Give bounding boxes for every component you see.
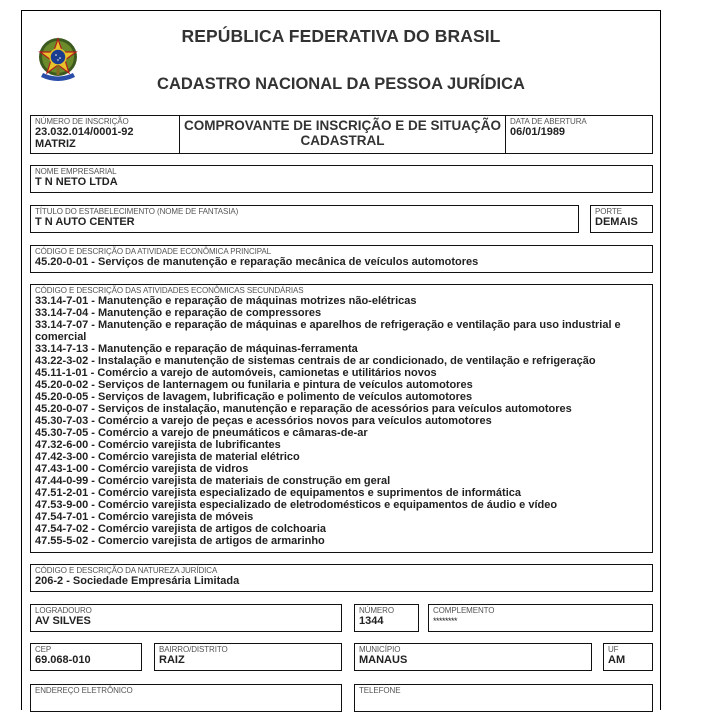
nome-empresarial-value: T N NETO LTDA: [35, 176, 118, 188]
abertura-box: [505, 115, 653, 154]
list-item: 33.14-7-01 - Manutenção e reparação de máquinas motrizes não-elétricas: [35, 295, 417, 307]
complemento-value: ********: [433, 616, 458, 626]
titulo-estabelecimento-value: T N AUTO CENTER: [35, 216, 135, 228]
list-item: 45.20-0-07 - Serviços de instalação, manutenção e reparação de acessórios para veículos automotores: [35, 403, 572, 415]
logradouro-label: LOGRADOURO: [35, 606, 92, 615]
logradouro-box: [30, 604, 342, 632]
list-item: 47.53-9-00 - Comércio varejista especializado de eletrodomésticos e equipamentos de áudio e vídeo: [35, 499, 558, 511]
telefone-label: TELEFONE: [359, 686, 401, 695]
municipio-label: MUNICÍPIO: [359, 645, 401, 654]
cep-value: 69.068-010: [35, 654, 91, 666]
list-item: 45.11-1-01 - Comércio a varejo de automóveis, camionetas e utilitários novos: [35, 367, 437, 379]
inscricao-label: NÚMERO DE INSCRIÇÃO: [35, 117, 129, 126]
list-item: 43.22-3-02 - Instalação e manutenção de sistemas centrais de ar condicionado, de ventilação e refrigeração: [35, 355, 596, 367]
country-title: REPÚBLICA FEDERATIVA DO BRASIL: [181, 26, 501, 46]
atividade-principal-label: CÓDIGO E DESCRIÇÃO DA ATIVIDADE ECONÔMICA PRINCIPAL: [35, 247, 271, 256]
porte-label: PORTE: [595, 207, 622, 216]
complemento-label: COMPLEMENTO: [433, 606, 495, 615]
document-title-line1: COMPROVANTE DE INSCRIÇÃO E DE SITUAÇÃO: [183, 118, 502, 133]
list-item: 45.30-7-05 - Comércio a varejo de pneumáticos e câmaras-de-ar: [35, 427, 368, 439]
registry-title: CADASTRO NACIONAL DA PESSOA JURÍDICA: [157, 75, 525, 93]
list-item: 33.14-7-13 - Manutenção e reparação de máquinas-ferramenta: [35, 343, 358, 355]
municipio-value: MANAUS: [359, 654, 408, 666]
cep-label: CEP: [35, 645, 52, 654]
tipo-value: MATRIZ: [35, 138, 76, 150]
nome-empresarial-label: NOME EMPRESARIAL: [35, 167, 117, 176]
list-item: 45.20-0-05 - Serviços de lavagem, lubrificação e polimento de veículos automotores: [35, 391, 473, 403]
abertura-label: DATA DE ABERTURA: [510, 117, 587, 126]
atividade-principal-value: 45.20-0-01 - Serviços de manutenção e reparação mecânica de veículos automotores: [35, 256, 479, 268]
telefone-box: [354, 684, 653, 712]
titulo-estabelecimento-label: TÍTULO DO ESTABELECIMENTO (NOME DE FANTASIA): [35, 207, 239, 216]
numero-value: 1344: [359, 615, 384, 627]
titulo-estabelecimento-box: [30, 205, 579, 233]
list-item: 47.44-0-99 - Comércio varejista de materiais de construção em geral: [35, 475, 391, 487]
atividades-secundarias-label: CÓDIGO E DESCRIÇÃO DAS ATIVIDADES ECONÔMICAS SECUNDÁRIAS: [35, 286, 304, 295]
municipio-box: [354, 643, 592, 671]
list-item: 45.30-7-03 - Comércio a varejo de peças e acessórios novos para veículos automotores: [35, 415, 492, 427]
nome-empresarial-box: [30, 165, 653, 193]
list-item: 47.43-1-00 - Comércio varejista de vidros: [35, 463, 249, 475]
cnpj-value: 23.032.014/0001-92: [35, 126, 134, 138]
numero-box: [354, 604, 419, 632]
document-title: [180, 118, 505, 148]
list-item: 47.54-7-02 - Comércio varejista de artigos de colchoaria: [35, 523, 327, 535]
porte-box: [590, 205, 653, 233]
document-title-box: [179, 115, 506, 154]
list-item: 47.32-6-00 - Comércio varejista de lubrificantes: [35, 439, 281, 451]
inscricao-box: [30, 115, 180, 154]
natureza-juridica-value: 206-2 - Sociedade Empresária Limitada: [35, 575, 240, 587]
uf-label: UF: [608, 645, 619, 654]
list-item: 47.55-5-02 - Comercio varejista de artigos de armarinho: [35, 535, 325, 547]
endereco-eletronico-box: [30, 684, 342, 712]
logradouro-value: AV SILVES: [35, 615, 91, 627]
document-title-line2: CADASTRAL: [300, 133, 385, 148]
endereco-eletronico-label: ENDEREÇO ELETRÔNICO: [35, 686, 133, 695]
porte-value: DEMAIS: [595, 216, 638, 228]
abertura-value: 06/01/1989: [510, 126, 566, 138]
bairro-label: BAIRRO/DISTRITO: [159, 645, 228, 654]
atividades-secundarias-list: [35, 295, 648, 547]
bairro-box: [154, 643, 342, 671]
complemento-box: [428, 604, 653, 632]
list-item: 33.14-7-04 - Manutenção e reparação de compressores: [35, 307, 322, 319]
cep-box: [30, 643, 142, 671]
list-item: 47.51-2-01 - Comércio varejista especializado de equipamentos e suprimentos de informática: [35, 487, 522, 499]
uf-box: [603, 643, 653, 671]
atividade-principal-box: [30, 245, 653, 273]
uf-value: AM: [608, 654, 626, 666]
list-item: 47.42-3-00 - Comércio varejista de material elétrico: [35, 451, 300, 463]
numero-label: NÚMERO: [359, 606, 394, 615]
natureza-juridica-box: [30, 564, 653, 592]
list-item: 45.20-0-02 - Serviços de lanternagem ou funilaria e pintura de veículos automotores: [35, 379, 473, 391]
list-item: 47.54-7-01 - Comércio varejista de móveis: [35, 511, 254, 523]
atividades-secundarias-box: [30, 284, 653, 553]
list-item: 33.14-7-07 - Manutenção e reparação de máquinas e aparelhos de refrigeração e ventilação para uso industrial e comercial: [35, 319, 621, 343]
bairro-value: RAIZ: [159, 654, 185, 666]
natureza-juridica-label: CÓDIGO E DESCRIÇÃO DA NATUREZA JURÍDICA: [35, 566, 218, 575]
